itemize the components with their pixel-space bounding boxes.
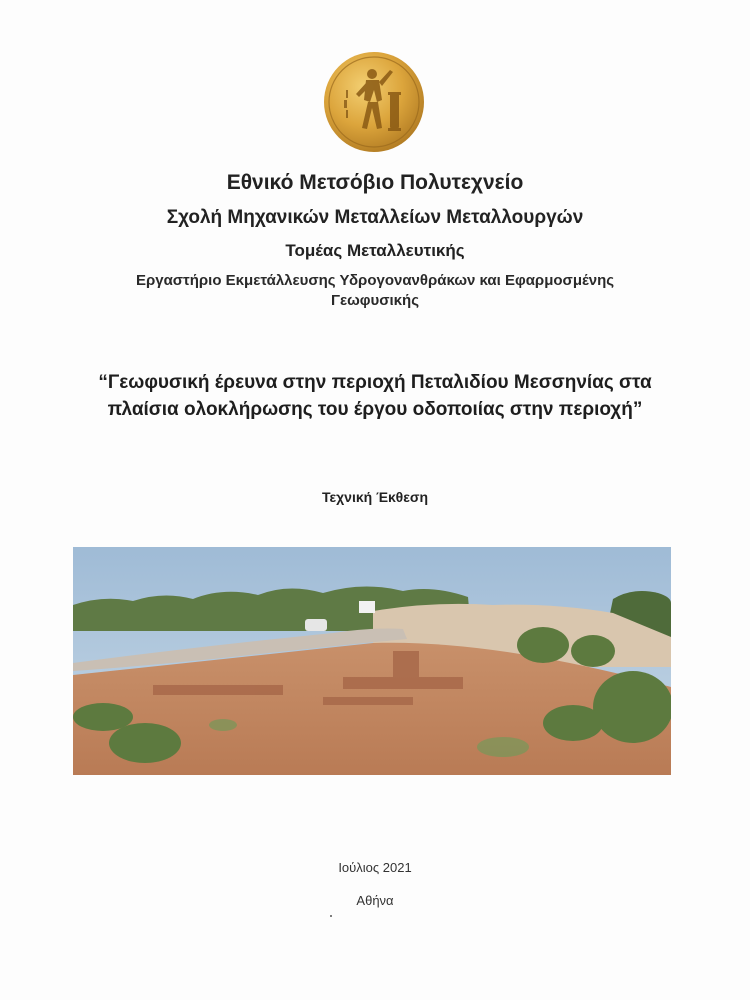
report-city: Αθήνα <box>356 893 394 908</box>
report-title-line1: “Γεωφυσική έρευνα στην περιοχή Πεταλιδίου Μεσσηνίας στα <box>98 372 652 393</box>
report-title <box>0 369 750 423</box>
laboratory-name <box>0 271 750 311</box>
scan-speck <box>330 915 332 917</box>
laboratory-name-line1: Εργαστήριο Εκμετάλλευσης Υδρογονανθράκων και Εφαρμοσμένης <box>135 272 615 289</box>
university-seal-icon <box>322 50 426 154</box>
document-type: Τεχνική Έκθεση <box>321 489 429 505</box>
department-name: Τομέας Μεταλλευτικής <box>285 241 465 260</box>
excavation-site-photo <box>73 547 671 775</box>
school-name: Σχολή Μηχανικών Μεταλλείων Μεταλλουργών <box>166 207 584 228</box>
report-title-line2: πλαίσια ολοκλήρωσης του έργου οδοποιίας στην περιοχή” <box>107 399 643 420</box>
institution-name: Εθνικό Μετσόβιο Πολυτεχνείο <box>226 171 524 194</box>
laboratory-name-line2: Γεωφυσικής <box>330 292 420 309</box>
report-date: Ιούλιος 2021 <box>338 860 412 875</box>
